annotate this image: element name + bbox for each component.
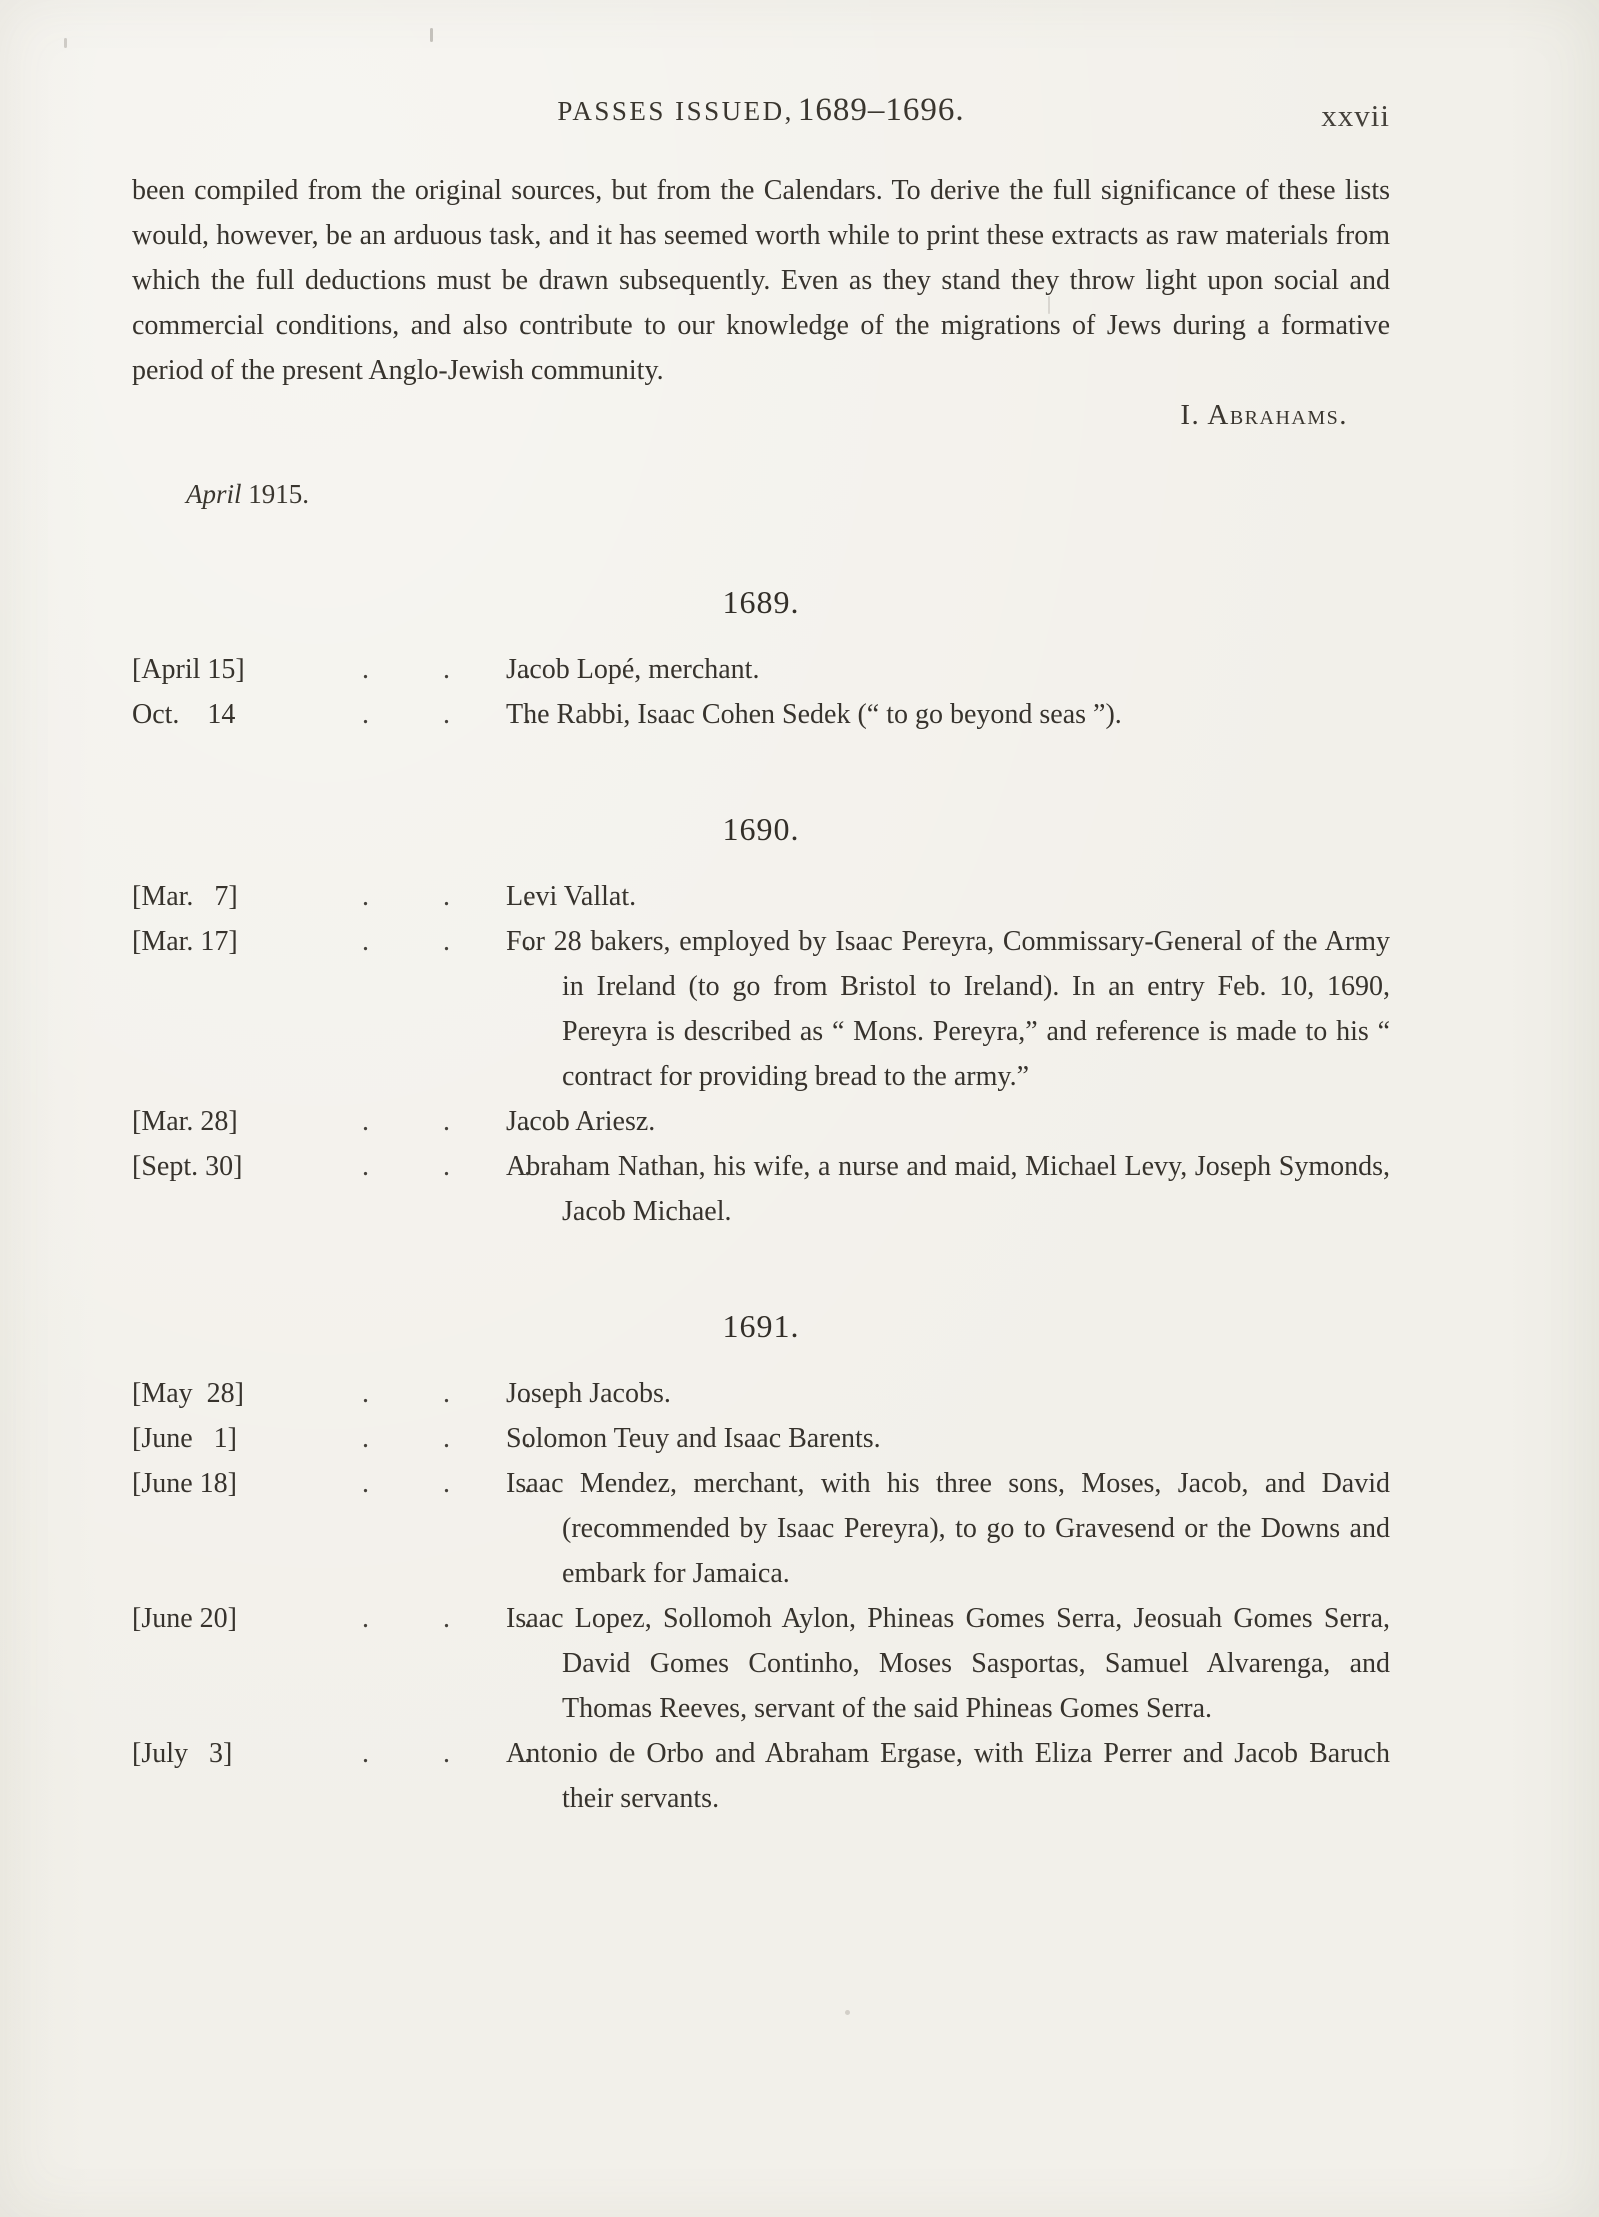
entry-leader-dots: . . . (362, 1468, 531, 1499)
year-section (132, 1308, 1390, 1821)
entry-list (132, 874, 1390, 1234)
entry-description: Levi Vallat. (506, 881, 637, 912)
year-heading: 1690. (722, 811, 800, 847)
entry-date: [July 3] (132, 1738, 233, 1769)
dateline (132, 479, 1390, 510)
year-section (132, 811, 1390, 1234)
entry-date: [June 1] (132, 1423, 237, 1454)
running-header (132, 92, 1390, 142)
scan-speck (845, 2010, 850, 2015)
entry-date: [Mar. 28] (132, 1106, 238, 1137)
entry-date: [June 18] (132, 1468, 237, 1499)
entry-date: [Sept. 30] (132, 1151, 243, 1182)
pass-entry-row (132, 919, 1390, 1099)
entry-description: Antonio de Orbo and Abraham Ergase, with Eliza Perrer and Jacob Baruch their servants. (506, 1738, 1390, 1814)
entry-description: Isaac Mendez, merchant, with his three sons, Moses, Jacob, and David (recommended by Isaac Pereyra), to go to Gravesend or the Downs and embark for Jamaica. (506, 1468, 1390, 1589)
entry-leader-dots: . . . (362, 1106, 531, 1137)
entry-date: [Mar. 17] (132, 926, 238, 957)
entry-list (132, 647, 1390, 737)
entry-date: [April 15] (132, 654, 245, 685)
text-block (132, 0, 1390, 1821)
pass-entry-row (132, 692, 1390, 737)
entry-leader-dots: . . . (362, 1423, 531, 1454)
entry-date: [May 28] (132, 1378, 244, 1409)
year-heading: 1691. (722, 1308, 800, 1344)
entry-list (132, 1371, 1390, 1821)
year-section (132, 584, 1390, 737)
pass-entry-row (132, 874, 1390, 919)
dateline-year: 1915. (248, 479, 310, 509)
page-title-years: 1689–1696. (797, 92, 965, 128)
entry-leader-dots: . . . (362, 926, 531, 957)
author-signature: I. Abrahams. (1180, 399, 1348, 431)
pass-entry-row (132, 1416, 1390, 1461)
entry-leader-dots: . . . (362, 699, 531, 730)
entry-leader-dots: . . . (362, 881, 531, 912)
scan-speck (64, 38, 67, 48)
entry-date: [June 20] (132, 1603, 237, 1634)
entry-leader-dots: . . . (362, 1738, 531, 1769)
pass-entry-row (132, 1461, 1390, 1596)
entry-leader-dots: . . . (362, 1151, 531, 1182)
entry-leader-dots: . . . (362, 654, 531, 685)
entry-description: Jacob Ariesz. (506, 1106, 656, 1137)
pass-entry-row (132, 1144, 1390, 1234)
entry-description: Joseph Jacobs. (506, 1378, 671, 1409)
page-title (132, 92, 1390, 129)
year-heading: 1689. (722, 584, 800, 620)
pass-lists (132, 584, 1390, 1821)
entry-description: Jacob Lopé, merchant. (506, 654, 760, 685)
entry-description: Solomon Teuy and Isaac Barents. (506, 1423, 881, 1454)
entry-description: For 28 bakers, employed by Isaac Pereyra, Commissary-General of the Army in Ireland (to go from Bristol to Ireland). In an entry Feb. 10, 1690, Pereyra is described as “ Mons. Pereyra,” and reference is made to his “ contract for providing bread to the army.” (506, 926, 1390, 1092)
entry-description: Isaac Lopez, Sollomoh Aylon, Phineas Gomes Serra, Jeosuah Gomes Serra, David Gomes Continho, Moses Sasportas, Samuel Alvarenga, and Thomas Reeves, servant of the said Phineas Gomes Serra. (506, 1603, 1390, 1724)
intro-paragraph: been compiled from the original sources, but from the Calendars. To derive the full significance of these lists would, however, be an arduous task, and it has seemed worth while to print these extracts as raw materials from which the full deductions must be drawn subsequently. Even as they stand they throw light upon social and commercial conditions, and also contribute to our knowledge of the migrations of Jews during a formative period of the present Anglo-Jewish community. (132, 175, 1390, 386)
page-number: xxvii (1321, 98, 1390, 133)
pass-entry-row (132, 1731, 1390, 1821)
entry-date: [Mar. 7] (132, 881, 238, 912)
pass-entry-row (132, 1596, 1390, 1731)
page-title-text: PASSES ISSUED, (557, 96, 794, 126)
dateline-month: April (186, 479, 242, 509)
entry-description: Abraham Nathan, his wife, a nurse and maid, Michael Levy, Joseph Symonds, Jacob Michael. (506, 1151, 1390, 1227)
entry-leader-dots: . . . (362, 1378, 531, 1409)
entry-leader-dots: . . . (362, 1603, 531, 1634)
pass-entry-row (132, 1099, 1390, 1144)
entry-description: The Rabbi, Isaac Cohen Sedek (“ to go beyond seas ”). (506, 699, 1122, 730)
entry-date: Oct. 14 (132, 699, 236, 730)
pass-entry-row (132, 647, 1390, 692)
pass-entry-row (132, 1371, 1390, 1416)
